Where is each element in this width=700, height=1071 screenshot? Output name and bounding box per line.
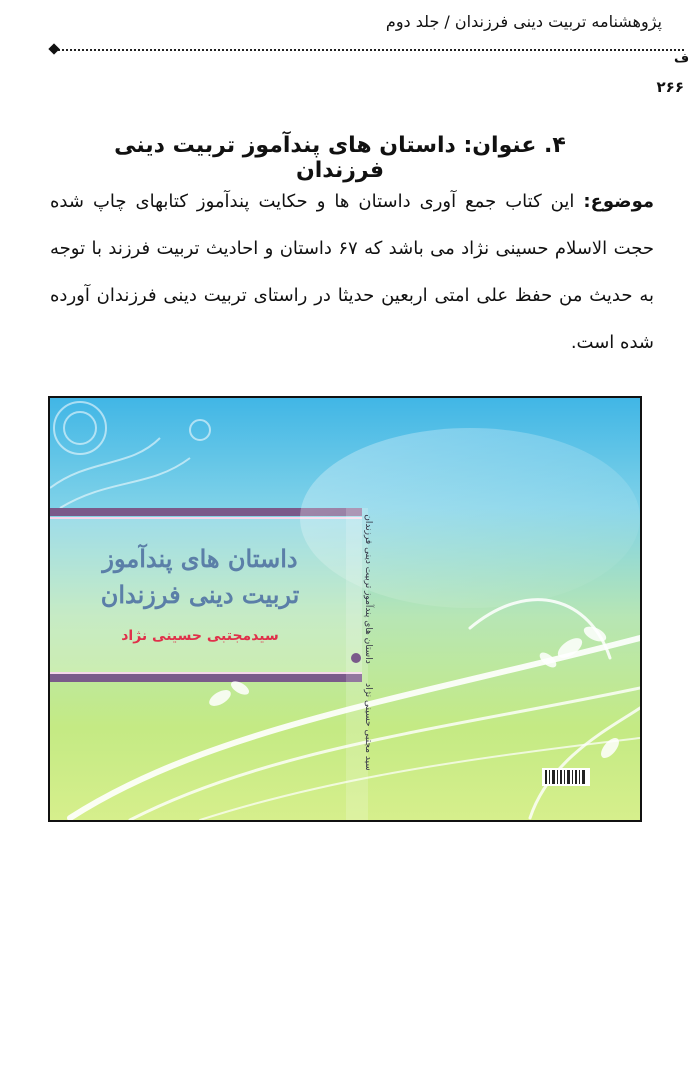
- spine-emblem-icon: [351, 653, 361, 663]
- rule-diamond-icon: [48, 43, 59, 54]
- page-ornament: ف: [674, 51, 690, 66]
- cover-title-line-2: تربیت دینی فرزندان: [100, 580, 300, 609]
- spine-author: سید مجتبی حسینی نژاد: [363, 683, 373, 771]
- subject-text: این کتاب جمع آوری داستان ها و حکایت پندآموز کتابهای چاپ شده حجت الاسلام حسینی نژاد می باشد که ۶۷ داستان و احادیث تربیت فرزند با توجه به حدیث من حفظ علی امتی اربعین حدیثا در راستای تربیت دینی فرزندان آورده شده است.: [50, 191, 654, 353]
- spine-title: داستان های پندآموز تربیت دینی فرزندان: [363, 514, 373, 664]
- page-number: ۲۶۶: [656, 78, 684, 96]
- header-rule: [54, 49, 684, 51]
- swirl-ornament-icon: [50, 402, 210, 508]
- barcode: [542, 768, 590, 786]
- subject-label: موضوع:: [583, 191, 654, 212]
- cover-artwork: [50, 398, 640, 820]
- book-cover-image: [48, 396, 642, 822]
- running-header: پژوهشنامه تربیت دینی فرزندان / جلد دوم: [385, 12, 662, 31]
- cover-title-line-1: داستان های پندآموز: [102, 544, 298, 573]
- section-title: ۴. عنوان: داستان های پندآموز تربیت دینی فرزندان: [114, 133, 566, 183]
- bottom-border-band: [50, 674, 362, 682]
- cover-author: سیدمجتبی حسینی نژاد: [121, 628, 279, 644]
- body-paragraph: [50, 178, 654, 366]
